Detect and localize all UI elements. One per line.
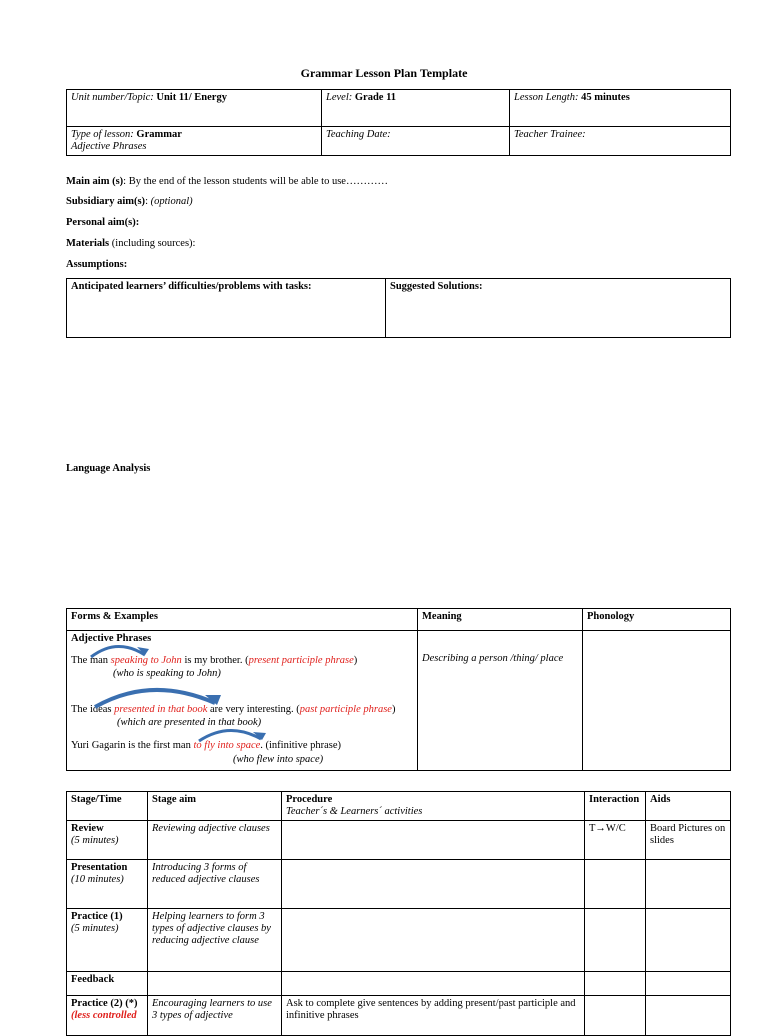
length-label: Lesson Length:	[514, 92, 579, 103]
arrow-3-icon	[195, 725, 275, 745]
procedure-cell	[282, 972, 585, 996]
table-row	[67, 996, 731, 1036]
interaction-cell	[585, 972, 646, 996]
stage-name: Feedback	[71, 974, 115, 985]
example-1-gloss: (who is speaking to John)	[113, 668, 221, 679]
subsidiary-aim: Subsidiary aim(s): (optional)	[66, 196, 193, 207]
type-value: Grammar	[136, 129, 182, 140]
type-cell	[67, 127, 322, 156]
aids-cell	[646, 996, 731, 1036]
personal-aim: Personal aim(s):	[66, 217, 140, 228]
ex1-pre: The man	[71, 655, 111, 666]
interaction-cell	[585, 996, 646, 1036]
ex1-type: present participle phrase	[248, 655, 354, 666]
stage-cell	[67, 860, 148, 909]
meaning-header: Meaning	[418, 609, 583, 631]
stage-time: (5 minutes)	[71, 923, 119, 934]
level-cell	[322, 90, 510, 127]
ex2-phrase: presented in that book	[114, 704, 208, 715]
aids-header: Aids	[646, 792, 731, 821]
trainee-label: Teacher Trainee:	[514, 129, 586, 140]
type-sub: Adjective Phrases	[71, 141, 147, 152]
level-label: Level:	[326, 92, 353, 103]
document-title: Grammar Lesson Plan Template	[300, 66, 468, 80]
interaction-cell	[585, 860, 646, 909]
trainee-cell	[510, 127, 731, 156]
stage-cell	[67, 909, 148, 972]
stage-name: Practice (1)	[71, 911, 123, 922]
example-2-gloss: (which are presented in that book)	[117, 717, 262, 728]
difficulties-header: Anticipated learners’ difficulties/problems with tasks:	[67, 279, 386, 338]
aids-cell: Board Pictures on slides	[646, 821, 731, 860]
date-label: Teaching Date:	[326, 129, 391, 140]
aim-cell: Encouraging learners to use 3 types of adjective	[148, 996, 282, 1036]
ex3-phrase: to fly into space	[193, 740, 261, 751]
procedure-cell: Ask to complete give sentences by adding present/past participle and infinitive phrases	[282, 996, 585, 1036]
aim-header: Stage aim	[148, 792, 282, 821]
interaction-cell	[585, 909, 646, 972]
header-table	[66, 89, 731, 156]
forms-examples-cell	[67, 631, 418, 771]
type-label: Type of lesson:	[71, 129, 134, 140]
unit-cell	[67, 90, 322, 127]
stage-time: (10 minutes)	[71, 874, 124, 885]
stage-name: Presentation	[71, 862, 128, 873]
stage-name: Practice (2) (*)	[71, 998, 138, 1009]
meaning-cell: Describing a person /thing/ place	[418, 631, 583, 771]
aids-cell	[646, 972, 731, 996]
arrow-2-icon	[91, 685, 231, 711]
aim-cell: Reviewing adjective clauses	[148, 821, 282, 860]
ex2-pre: The ideas	[71, 704, 115, 715]
procedure-title: Procedure	[286, 794, 333, 805]
phonology-header: Phonology	[583, 609, 731, 631]
interaction-cell: T→W/C	[585, 821, 646, 860]
stage-header: Stage/Time	[67, 792, 148, 821]
arrow-1-icon	[87, 641, 167, 661]
subsidiary-aim-label: Subsidiary aim(s)	[66, 196, 146, 207]
table-row	[67, 909, 731, 972]
aids-cell	[646, 860, 731, 909]
aim-cell: Helping learners to form 3 types of adjective clauses by reducing adjective clause	[148, 909, 282, 972]
aim-cell	[148, 972, 282, 996]
table-row	[67, 821, 731, 860]
forms-header: Forms & Examples	[67, 609, 418, 631]
assumptions: Assumptions:	[66, 259, 128, 270]
materials-text: (including sources):	[109, 238, 196, 249]
aids-cell	[646, 909, 731, 972]
table-row	[67, 860, 731, 909]
forms-table	[66, 608, 731, 771]
level-value: Grade 11	[354, 92, 396, 103]
materials	[66, 238, 195, 249]
main-aim-label: Main aim (s)	[66, 176, 124, 187]
table-row	[67, 972, 731, 996]
main-aim-text: : By the end of the lesson students will be able to use…………	[123, 176, 388, 187]
stage-cell	[67, 821, 148, 860]
ex1-post: is my brother. (	[181, 655, 249, 666]
unit-value: Unit 11/ Energy	[156, 92, 227, 103]
solutions-header: Suggested Solutions:	[386, 279, 731, 338]
stage-table	[66, 791, 731, 1036]
stage-cell	[67, 996, 148, 1036]
stage-name: Review	[71, 823, 104, 834]
date-cell	[322, 127, 510, 156]
adjective-phrases-title: Adjective Phrases	[71, 633, 152, 644]
ex2-close: )	[391, 704, 396, 715]
interaction-header: Interaction	[585, 792, 646, 821]
stage-time: (5 minutes)	[71, 835, 119, 846]
example-3-gloss: (who flew into space)	[233, 754, 324, 765]
subsidiary-aim-text: (optional)	[150, 196, 193, 207]
aim-cell: Introducing 3 forms of reduced adjective clauses	[148, 860, 282, 909]
stage-time: (less controlled	[71, 1010, 137, 1021]
difficulties-table	[66, 278, 731, 338]
procedure-cell	[282, 860, 585, 909]
phonology-cell	[583, 631, 731, 771]
procedure-cell	[282, 821, 585, 860]
main-aim	[66, 176, 388, 187]
ex1-close: )	[353, 655, 358, 666]
procedure-sub: Teacher´s & Learners´ activities	[286, 806, 423, 817]
procedure-cell	[282, 909, 585, 972]
length-value: 45 minutes	[581, 92, 630, 103]
materials-label: Materials	[66, 238, 110, 249]
ex3-pre: Yuri Gagarin is the first man	[71, 740, 194, 751]
procedure-header	[282, 792, 585, 821]
language-analysis-heading: Language Analysis	[66, 463, 151, 474]
length-cell	[510, 90, 731, 127]
ex1-phrase: speaking to John	[110, 655, 182, 666]
ex2-type: past participle phrase	[299, 704, 392, 715]
ex3-post: . (infinitive phrase)	[260, 740, 342, 751]
ex2-post: are very interesting. (	[207, 704, 300, 715]
unit-label: Unit number/Topic:	[71, 92, 154, 103]
stage-cell	[67, 972, 148, 996]
